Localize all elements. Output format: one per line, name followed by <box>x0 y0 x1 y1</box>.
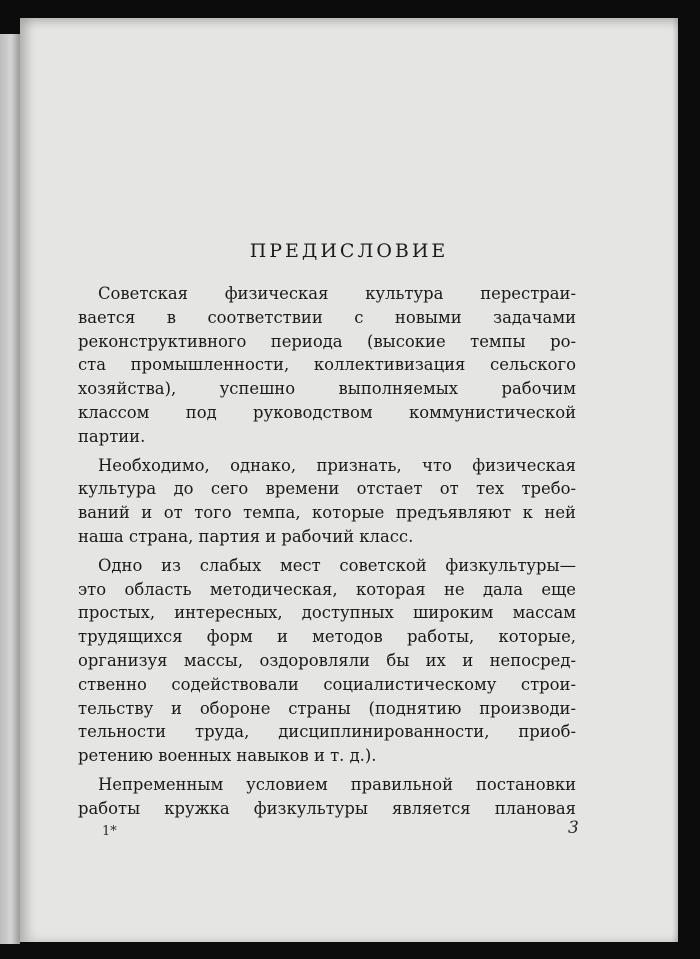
text-line: наша страна, партия и рабочий класс. <box>78 526 414 546</box>
text-line: ваний и от того темпа, которые предъявляют к ней <box>78 503 576 523</box>
text-line: Советская физическая культура перестраи- <box>98 284 576 303</box>
text-line: это область методическая, которая не дала еще <box>78 579 576 599</box>
book-page <box>20 18 678 942</box>
text-line: классом под руководством коммунистической <box>78 402 576 422</box>
text-line: тельству и обороне страны (поднятию производи- <box>78 698 576 718</box>
paragraph-3 <box>78 554 576 768</box>
text-line: Необходимо, однако, признать, что физическая <box>98 455 576 475</box>
text-line: реконструктивного периода (высокие темпы ро- <box>78 331 576 351</box>
signature-mark: 1* <box>102 824 117 839</box>
text-line: организуя массы, оздоровляли бы их и непосред- <box>78 650 576 670</box>
text-line: культура до сего времени отстает от тех требо- <box>78 479 576 499</box>
text-line: работы кружка физкультуры является плановая <box>78 798 576 818</box>
paragraph-4 <box>78 773 576 821</box>
page-right-edge <box>672 18 678 942</box>
text-line: хозяйства), успешно выполняемых рабочим <box>78 379 576 399</box>
page-heading: ПРЕДИСЛОВИЕ <box>249 240 449 262</box>
text-line: простых, интересных, доступных широким массам <box>78 603 576 623</box>
page-number: 3 <box>568 818 579 838</box>
text-line: вается в соответствии с новыми задачами <box>78 307 576 327</box>
text-line: ственно содействовали социалистическому строи- <box>78 674 576 694</box>
text-line: партии. <box>78 426 146 446</box>
paragraph-1 <box>78 282 576 449</box>
body-text <box>78 282 576 826</box>
text-line: Непременным условием правильной постановки <box>98 774 576 794</box>
paragraph-2 <box>78 454 576 549</box>
left-page-edge <box>0 34 20 944</box>
text-line: ста промышленности, коллективизация сельского <box>78 355 576 375</box>
text-line: трудящихся форм и методов работы, которые, <box>78 627 576 647</box>
text-line: ретению военных навыков и т. д.). <box>78 746 377 766</box>
text-line: тельности труда, дисциплинированности, приоб- <box>78 722 576 742</box>
text-line: Одно из слабых мест советской физкультуры— <box>98 555 576 575</box>
